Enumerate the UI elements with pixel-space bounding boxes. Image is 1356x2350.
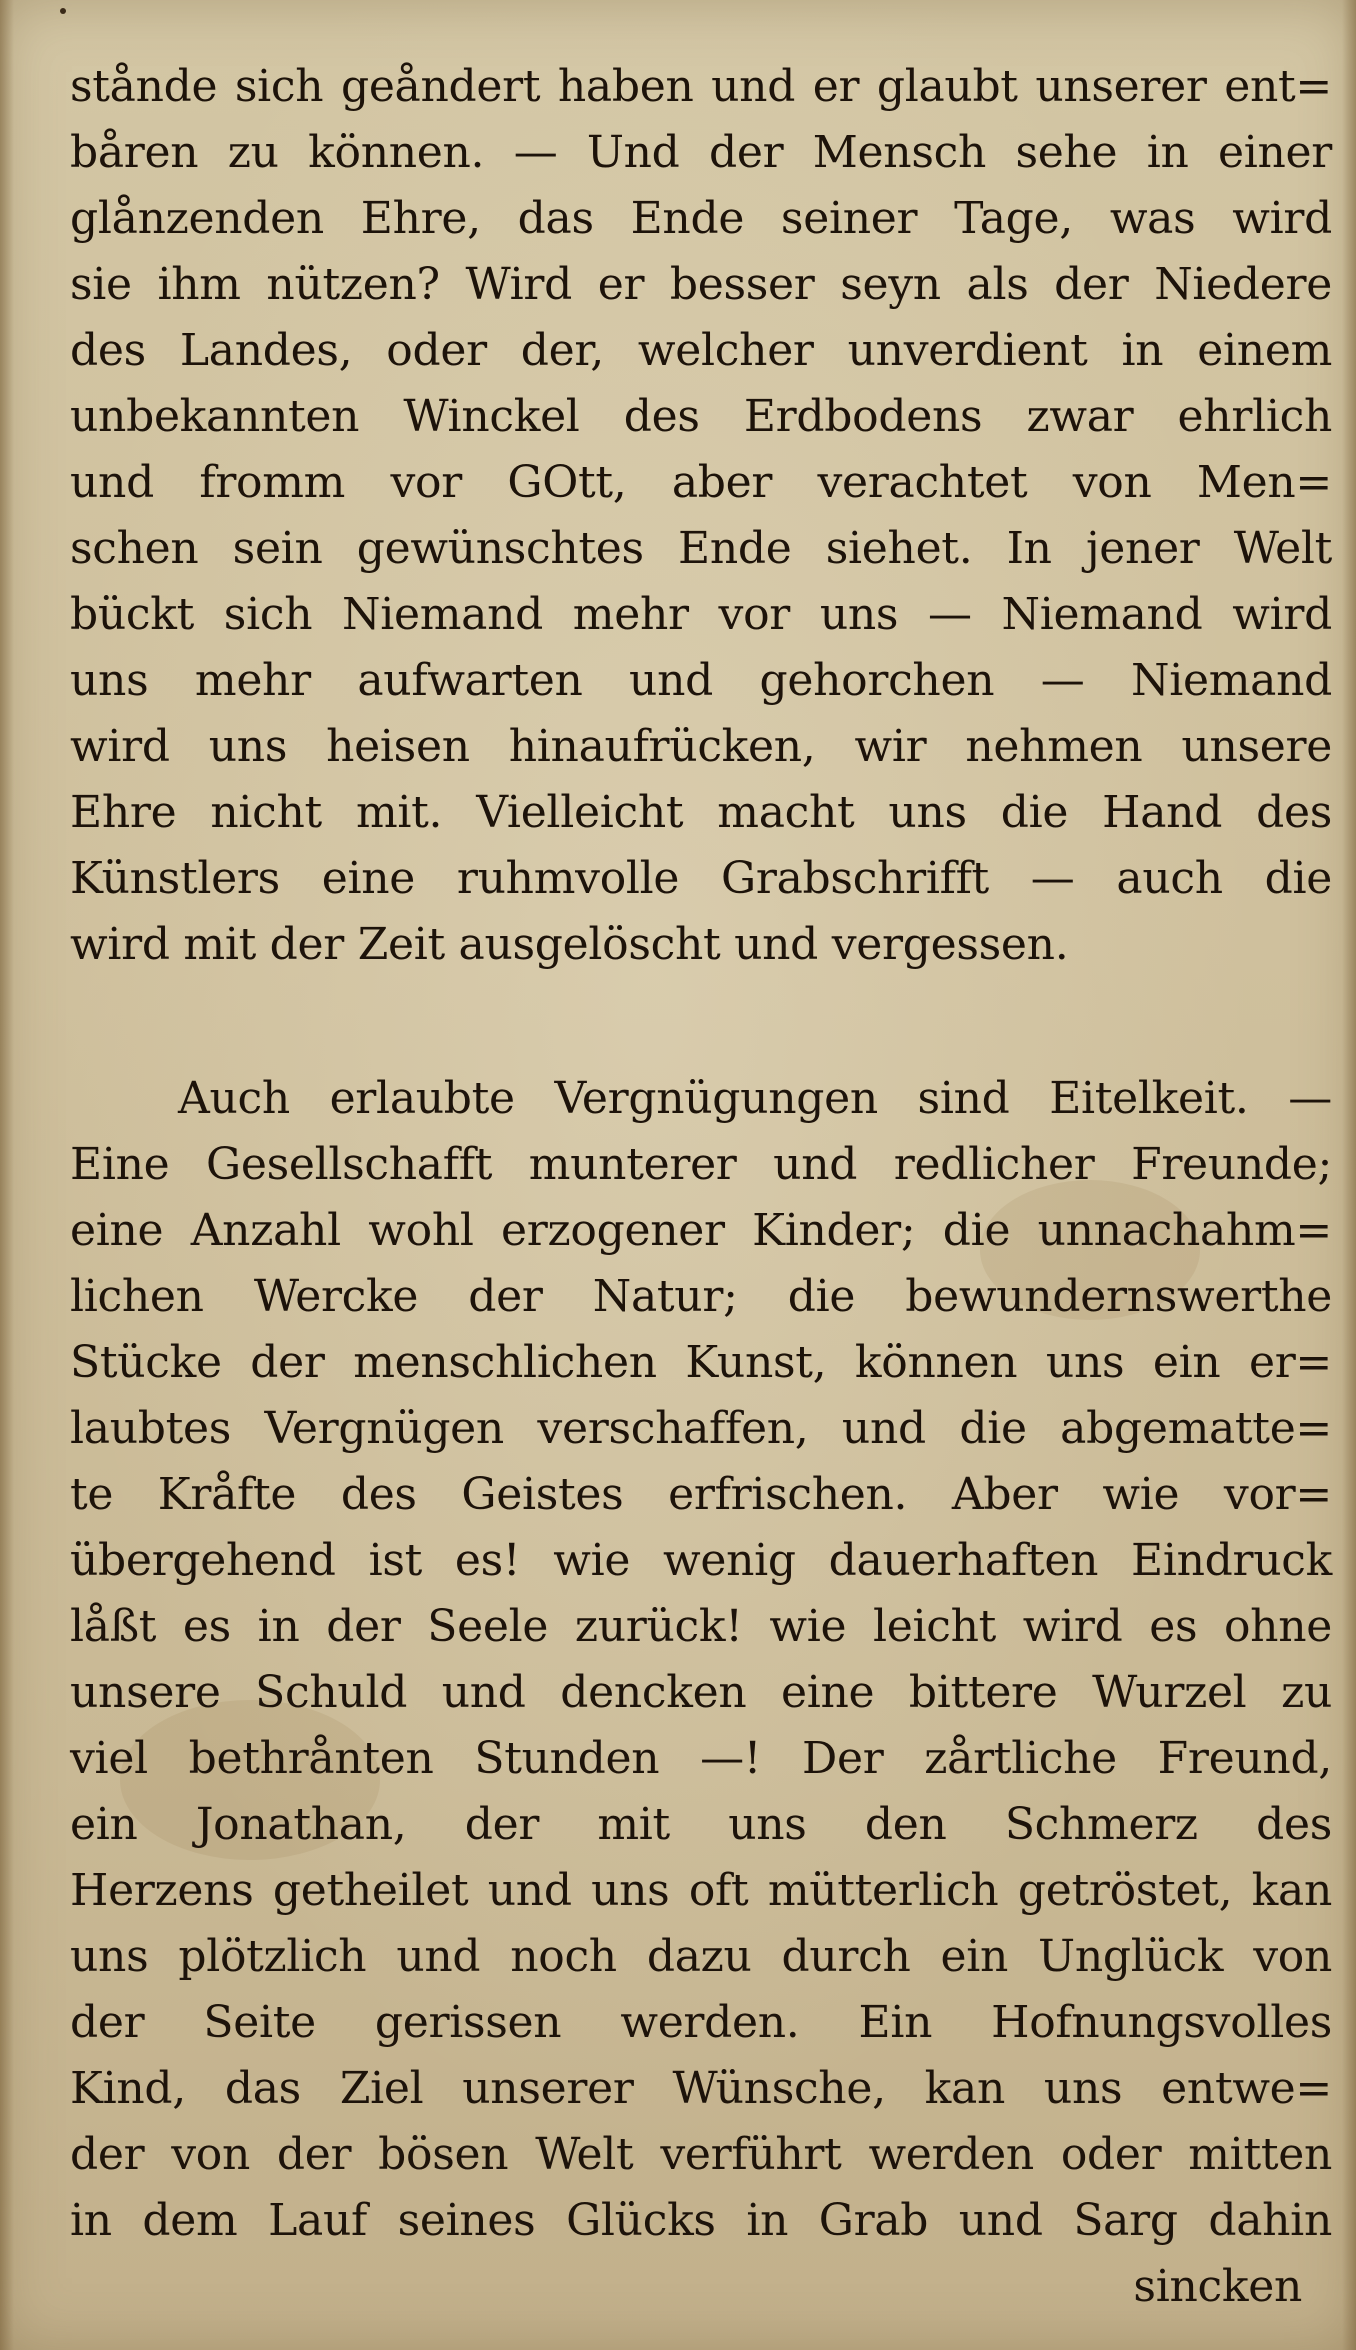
- text-line: eine Anzahl wohl erzogener Kinder; die unnachahm=: [70, 1205, 1332, 1256]
- text-line: båren zu können. — Und der Mensch sehe in einer: [70, 127, 1332, 178]
- text-line: bückt sich Niemand mehr vor uns — Niemand wird: [70, 589, 1332, 640]
- text-line: Kind, das Ziel unserer Wünsche, kan uns entwe=: [70, 2063, 1332, 2114]
- catchword: sincken: [1133, 2261, 1302, 2312]
- page-edge-right: [1342, 0, 1356, 2350]
- text-line: lichen Wercke der Natur; die bewundernswerthe: [70, 1271, 1332, 1322]
- text-line: wird mit der Zeit ausgelöscht und vergessen.: [70, 919, 1069, 970]
- text-line: viel bethrånten Stunden —! Der zårtliche Freund,: [70, 1733, 1332, 1784]
- text-line: glånzenden Ehre, das Ende seiner Tage, was wird: [70, 193, 1332, 244]
- text-line: der von der bösen Welt verführt werden oder mitten: [70, 2129, 1332, 2180]
- text-line: te Kråfte des Geistes erfrischen. Aber wie vor=: [70, 1469, 1332, 1520]
- text-line: in dem Lauf seines Glücks in Grab und Sarg dahin: [70, 2195, 1332, 2246]
- text-line: låßt es in der Seele zurück! wie leicht wird es ohne: [70, 1601, 1332, 1652]
- text-line: Ehre nicht mit. Vielleicht macht uns die Hand des: [70, 787, 1332, 838]
- text-line: Auch erlaubte Vergnügungen sind Eitelkeit. —: [178, 1073, 1332, 1124]
- text-line: wird uns heisen hinaufrücken, wir nehmen unsere: [70, 721, 1332, 772]
- paragraph-2: [70, 1066, 1332, 2320]
- text-line: übergehend ist es! wie wenig dauerhaften Eindruck: [70, 1535, 1332, 1586]
- text-line: ein Jonathan, der mit uns den Schmerz des: [70, 1799, 1332, 1850]
- ink-speck: [60, 8, 66, 14]
- text-line: stånde sich geåndert haben und er glaubt unserer ent=: [70, 61, 1332, 112]
- paragraph-1: [70, 54, 1332, 978]
- text-line: Eine Gesellschafft munterer und redlicher Freunde;: [70, 1139, 1332, 1190]
- text-line: Herzens getheilet und uns oft mütterlich getröstet, kan: [70, 1865, 1332, 1916]
- text-line: unbekannten Winckel des Erdbodens zwar ehrlich: [70, 391, 1332, 442]
- text-line: schen sein gewünschtes Ende siehet. In jener Welt: [70, 523, 1332, 574]
- text-line: der Seite gerissen werden. Ein Hofnungsvolles: [70, 1997, 1332, 2048]
- text-line: uns plötzlich und noch dazu durch ein Unglück von: [70, 1931, 1332, 1982]
- text-line: laubtes Vergnügen verschaffen, und die abgematte=: [70, 1403, 1332, 1454]
- text-line: Stücke der menschlichen Kunst, können uns ein er=: [70, 1337, 1332, 1388]
- text-line: unsere Schuld und dencken eine bittere Wurzel zu: [70, 1667, 1332, 1718]
- text-line: des Landes, oder der, welcher unverdient in einem: [70, 325, 1332, 376]
- text-line: sie ihm nützen? Wird er besser seyn als der Niedere: [70, 259, 1332, 310]
- page-edge-left: [0, 0, 14, 2350]
- text-line: und fromm vor GOtt, aber verachtet von Men=: [70, 457, 1332, 508]
- text-line: uns mehr aufwarten und gehorchen — Niemand: [70, 655, 1332, 706]
- text-line: Künstlers eine ruhmvolle Grabschrifft — auch die: [70, 853, 1332, 904]
